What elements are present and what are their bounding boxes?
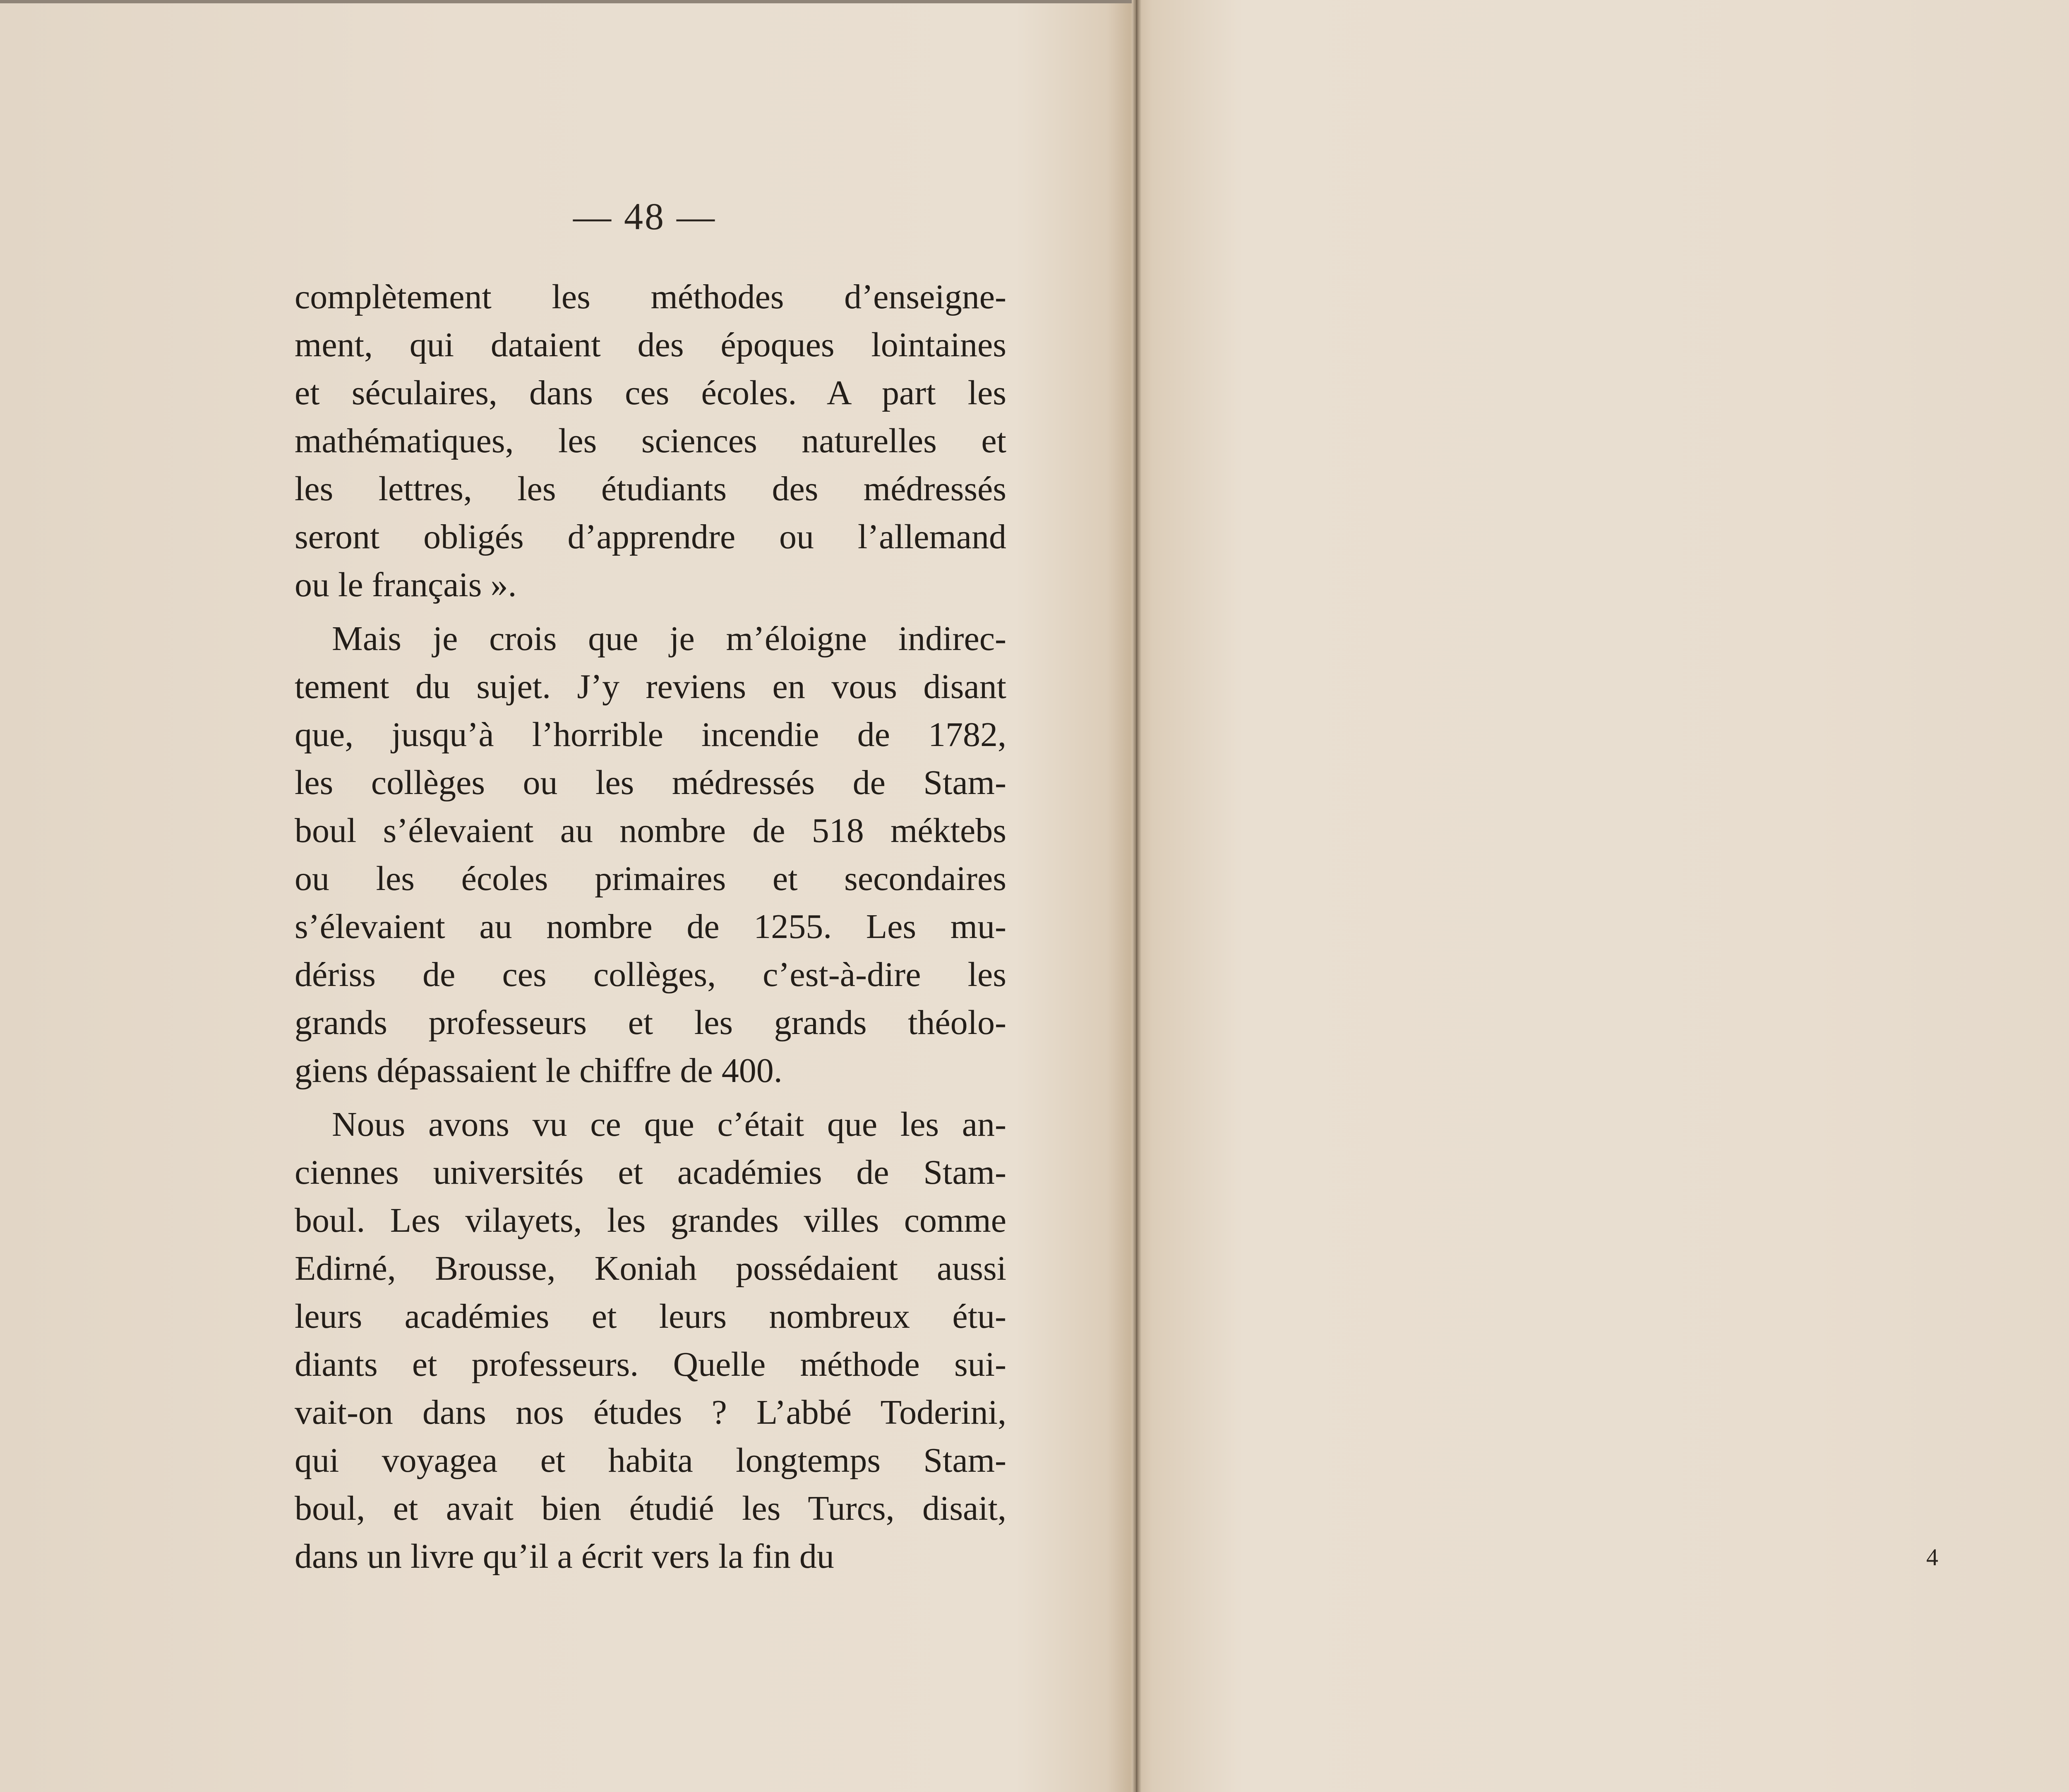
left-text-line: giens dépassaient le chiffre de 400.: [295, 1051, 782, 1090]
left-text-line: qui voyagea et habita longtemps Stam-: [295, 1441, 1006, 1480]
left-text-line: Mais je crois que je m’éloigne indirec-: [332, 619, 1006, 658]
left-text-line: vait-on dans nos études ? L’abbé Toderini,: [295, 1393, 1006, 1432]
left-text-line: ment, qui dataient des époques lointaines: [295, 326, 1006, 364]
left-text-line: que, jusqu’à l’horrible incendie de 1782,: [295, 715, 1006, 754]
left-text-line: seront obligés d’apprendre ou l’allemand: [295, 518, 1006, 556]
left-text-line: Nous avons vu ce que c’était que les an-: [332, 1105, 1006, 1144]
left-text-line: tement du sujet. J’y reviens en vous disant: [295, 667, 1006, 706]
left-paragraph: [295, 615, 1006, 1095]
left-text-line: diants et professeurs. Quelle méthode sui-: [295, 1345, 1006, 1384]
left-text-line: dans un livre qu’il a écrit vers la fin du: [295, 1537, 834, 1576]
left-text-line: mathématiques, les sciences naturelles et: [295, 422, 1006, 460]
left-text-line: Edirné, Brousse, Koniah possédaient aussi: [295, 1249, 1006, 1288]
left-text-line: boul s’élevaient au nombre de 518 méktebs: [295, 811, 1006, 850]
left-text-line: boul. Les vilayets, les grandes villes comme: [295, 1201, 1006, 1240]
left-text-line: boul, et avait bien étudié les Turcs, disait,: [295, 1489, 1006, 1528]
left-page-text: [295, 273, 1006, 1586]
signature-mark: 4: [1926, 1544, 1938, 1571]
left-paragraph: [295, 1101, 1006, 1581]
left-text-line: grands professeurs et les grands théolo-: [295, 1003, 1006, 1042]
left-text-line: complètement les méthodes d’enseigne-: [295, 278, 1006, 316]
left-text-line: ou le français ».: [295, 566, 517, 604]
left-text-line: s’élevaient au nombre de 1255. Les mu-: [295, 907, 1006, 946]
left-text-line: ciennes universités et académies de Stam-: [295, 1153, 1006, 1192]
left-text-line: les collèges ou les médressés de Stam-: [295, 763, 1006, 802]
right-page: [1142, 0, 2069, 1792]
left-paragraph: [295, 273, 1006, 609]
left-text-line: et séculaires, dans ces écoles. A part les: [295, 374, 1006, 412]
left-text-line: ou les écoles primaires et secondaires: [295, 859, 1006, 898]
left-text-line: leurs académies et leurs nombreux étu-: [295, 1297, 1006, 1336]
left-text-line: les lettres, les étudiants des médressés: [295, 470, 1006, 508]
left-page-number: — 48 —: [573, 195, 716, 237]
left-text-line: dériss de ces collèges, c’est-à-dire les: [295, 955, 1006, 994]
